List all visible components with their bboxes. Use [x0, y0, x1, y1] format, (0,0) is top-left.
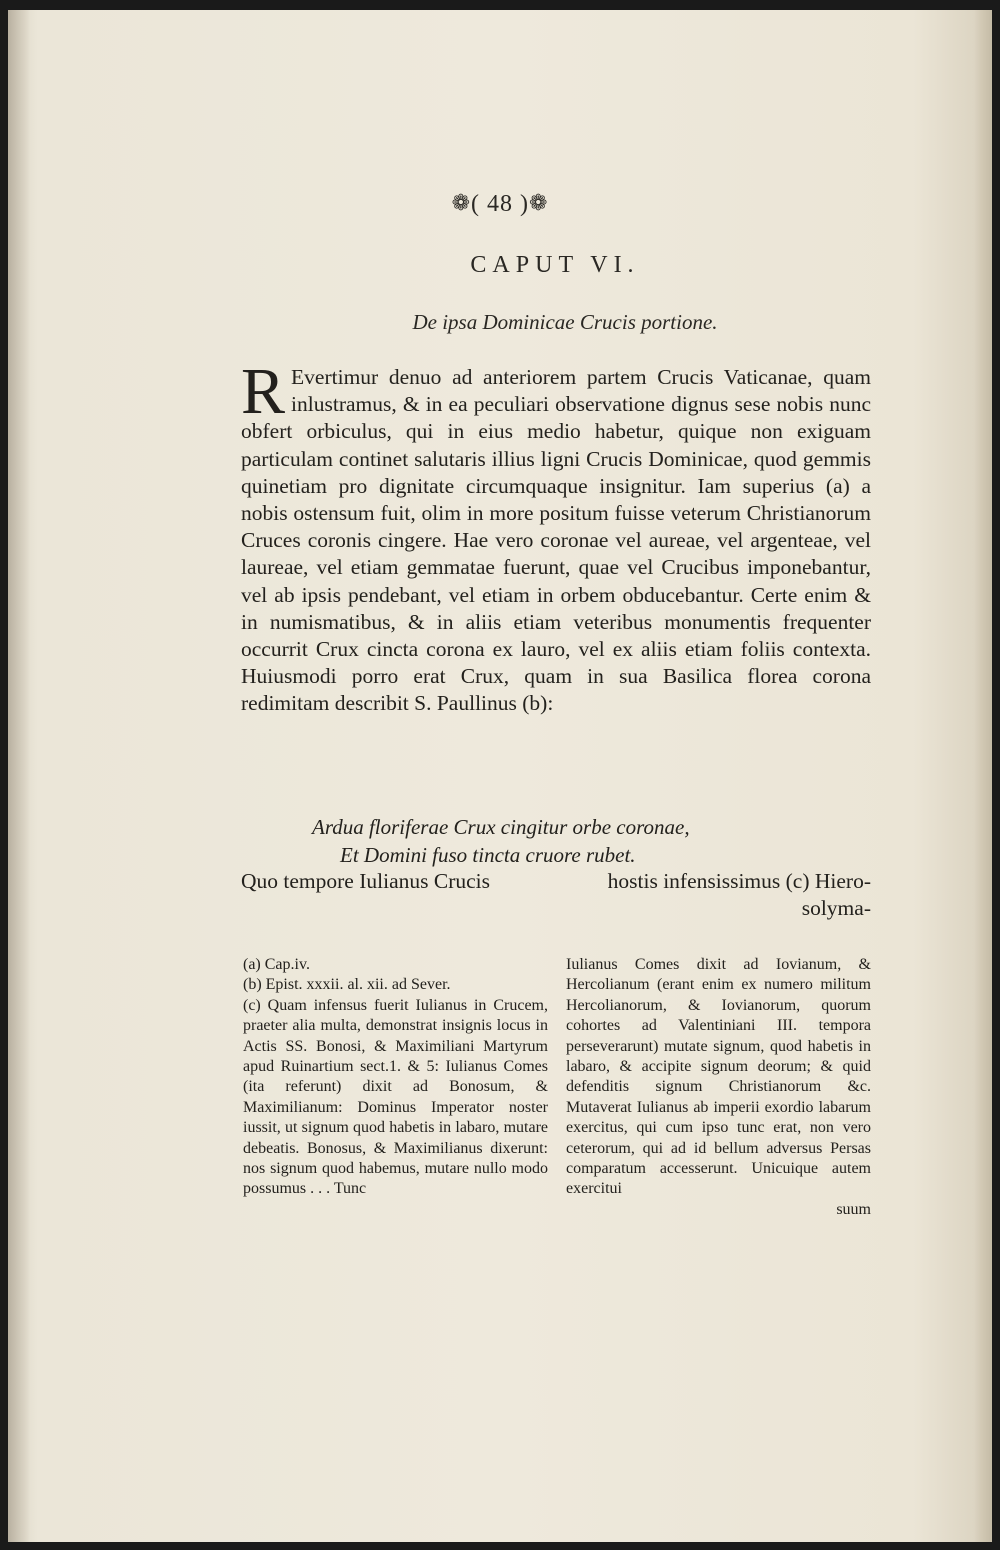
continuation-tail: solyma- [801, 896, 871, 921]
main-paragraph [241, 355, 871, 718]
paragraph-text: Evertimur denuo ad anteriorem partem Crucis Vaticanae, quam inlustramus, & in ea peculiari observatione dignus sese nobis nunc obfert orbiculus, qui in eius medio habetur, quique non exiguam particulam continet salutaris illius ligni Crucis Dominicae, quod gemmis quinetiam pro dignitate circumquaque insignitur. Iam superius (a) a nobis ostensum fuit, olim in more positum fuisse veterum Christianorum Cruces coronis cingere. Hae vero coronae vel aureae, vel argenteae, vel laureae, vel etiam gemmatae fuerunt, quae vel Crucibus imponebantur, vel ab ipsis pendebant, vel etiam in orbem obducebantur. Certe enim & in numismatibus, & in aliis etiam veteribus monumentis frequenter occurrit Crux cincta corona ex lauro, vel ex aliis etiam foliis contexta. Huiusmodi porro erat Crux, quam in sua Basilica florea corona redimitam describit S. Paullinus (b): [241, 365, 871, 716]
continuation-text [241, 868, 871, 922]
continuation-right: hostis infensissimus (c) Hiero- [607, 869, 871, 893]
continuation-left: Quo tempore Iulianus Crucis [241, 869, 490, 893]
page-number-header: ❁( 48 )❁ [451, 190, 549, 217]
page-edge [974, 10, 992, 1542]
verse-line-2: Et Domini fuso tincta cruore rubet. [340, 843, 636, 867]
drop-cap: R [241, 355, 286, 428]
verse-line-1: Ardua floriferae Crux cingitur orbe coronae, [312, 815, 690, 839]
footnote-catchword: suum [836, 1200, 871, 1218]
page-gutter [8, 10, 30, 1542]
footnote-b: (b) Epist. xxxii. al. xii. ad Sever. [243, 976, 451, 994]
ornament-left-icon: ❁ [451, 190, 471, 215]
book-page [8, 10, 992, 1542]
ornament-right-icon: ❁ [529, 190, 549, 215]
footnote-c: (c) Quam infensus fuerit Iulianus in Crucem, praeter alia multa, demonstrat insignis locus in Actis SS. Bonosi, & Maximiliani Martyrum apud Ruinartium sect.1. & 5: Iulianus Comes (ita referunt) dixit ad Bonosum, & Maximilianum: Dominus Imperator noster iussit, ut signum quod habetis in labaro, mutare debeatis. Bonosus, & Maximilianus dixerunt: nos signum quod habemus, mutare nullo modo possumus . . . Tunc [243, 996, 548, 1198]
chapter-title: CAPUT VI. [470, 252, 640, 278]
chapter-subtitle: De ipsa Dominicae Crucis portione. [412, 310, 718, 334]
footnotes-right-column [566, 955, 871, 1220]
footnotes-left-column [243, 955, 548, 1200]
footnote-a: (a) Cap.iv. [243, 956, 310, 973]
page-number: 48 [487, 191, 513, 217]
footnote-c-continued: Iulianus Comes dixit ad Iovianum, & Hercolianum (erant enim ex numero militum Hercolianorum, & Iovianorum, quorum cohortes ad Valentiniani III. tempora perseverarunt) mutate signum, quod habetis in labaro, & accipite signum deorum; & quid defenditis signum Christianorum &c. Mutaverat Iulianus ab imperii exordio labarum exercitus, qui cum ipso tunc erat, non vero ceterorum, qui ad id bellum adversus Persas comparatum accesserunt. Unicuique autem exercitui [566, 956, 871, 1198]
